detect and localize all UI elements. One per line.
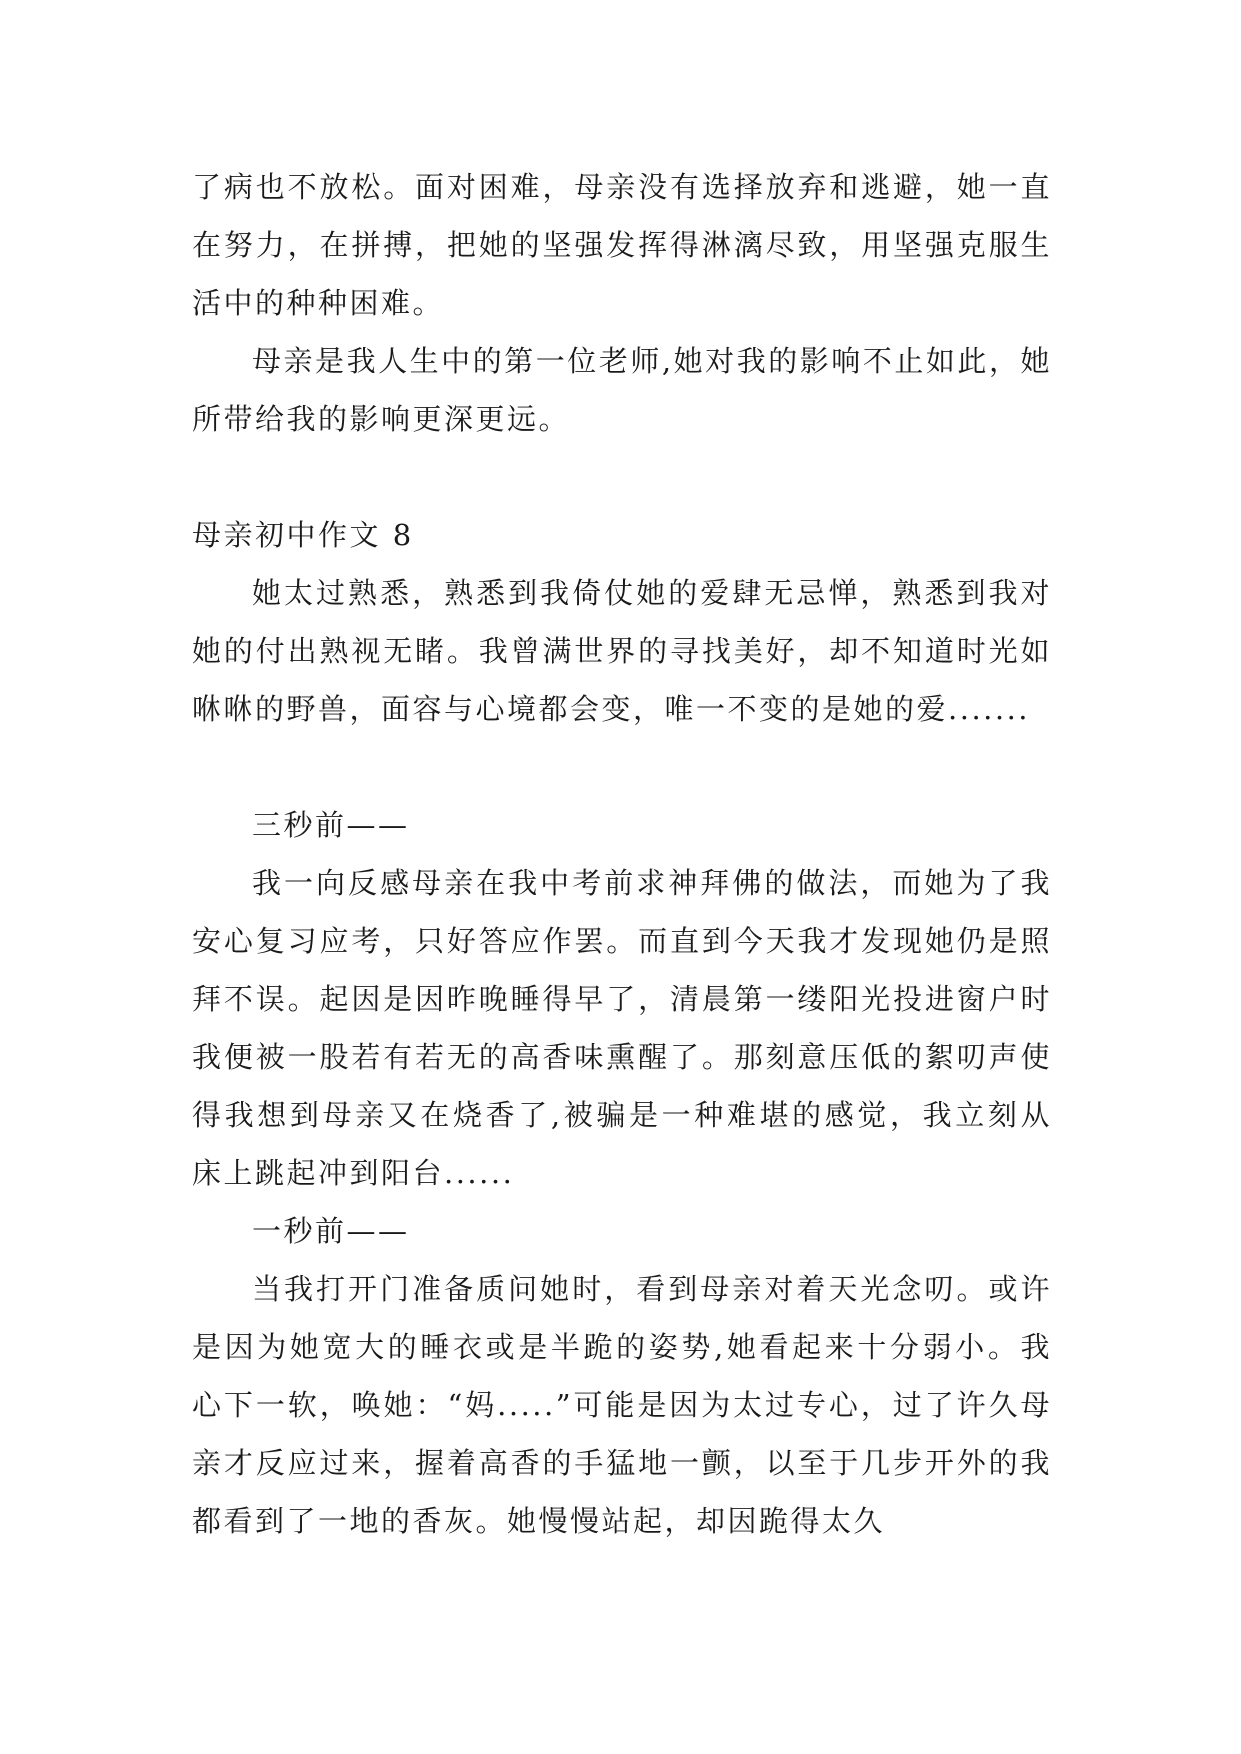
paragraph-5: 我一向反感母亲在我中考前求神拜佛的做法，而她为了我安心复习应考，只好答应作罢。而直到今天我才发现她仍是照拜不误。起因是因昨晚睡得早了，清晨第一缕阳光投进窗户时我便被一股若有若无的高香味熏醒了。那刻意压低的絮叨声使得我想到母亲又在烧香了,被骗是一种难堪的感觉，我立刻从床上跳起冲到阳台...... <box>192 866 1052 1190</box>
paragraph-4: 三秒前—— <box>252 808 410 842</box>
paragraph-2: 母亲是我人生中的第一位老师,她对我的影响不止如此，她所带给我的影响更深更远。 <box>192 344 1052 436</box>
paragraph-1: 了病也不放松。面对困难，母亲没有选择放弃和逃避，她一直在努力，在拼搏，把她的坚强发挥得淋漓尽致，用坚强克服生活中的种种困难。 <box>192 170 1052 320</box>
paragraph-7: 当我打开门准备质问她时，看到母亲对着天光念叨。或许是因为她宽大的睡衣或是半跪的姿势,她看起来十分弱小。我心下一软，唤她：“妈.....”可能是因为太过专心，过了许久母亲才反应过来，握着高香的手猛地一颤，以至于几步开外的我都看到了一地的香灰。她慢慢站起，却因跪得太久 <box>192 1272 1052 1538</box>
paragraph-6: 一秒前—— <box>252 1214 410 1248</box>
paragraph-3: 她太过熟悉，熟悉到我倚仗她的爱肆无忌惮，熟悉到我对她的付出熟视无睹。我曾满世界的寻找美好，却不知道时光如咻咻的野兽，面容与心境都会变，唯一不变的是她的爱....... <box>192 576 1052 726</box>
section-heading: 母亲初中作文 8 <box>192 518 414 552</box>
